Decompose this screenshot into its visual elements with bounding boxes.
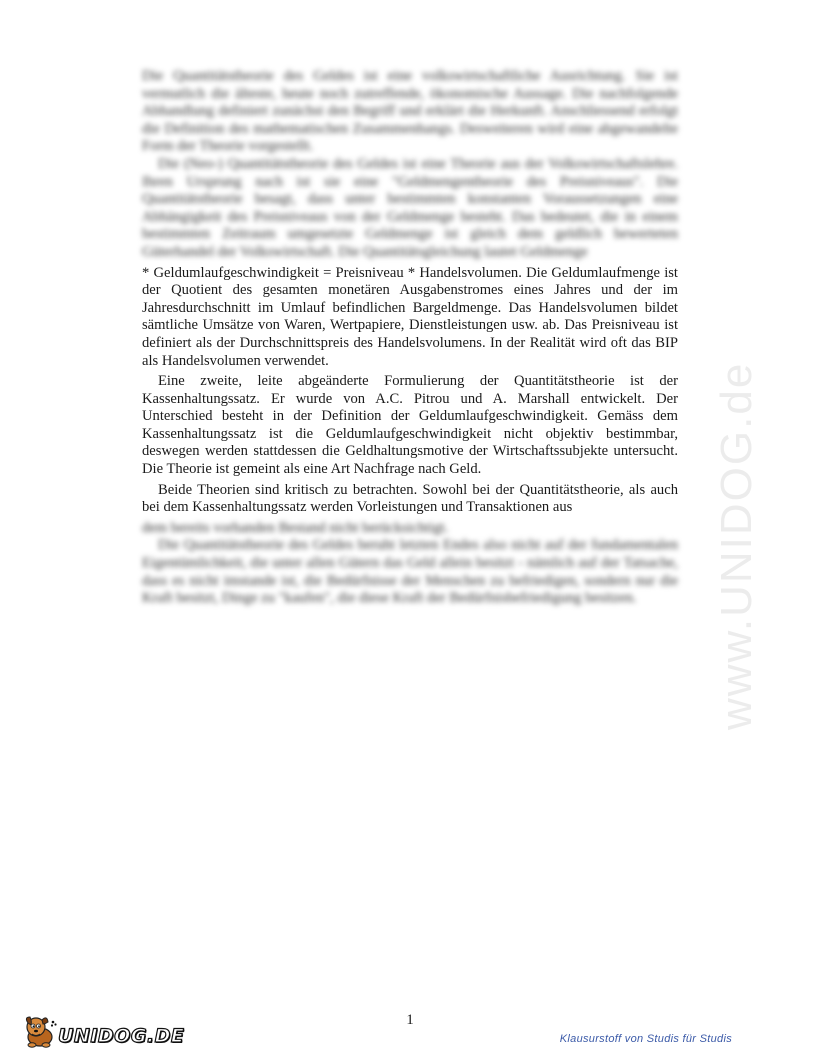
blurred-paragraph: dem bereits vorhanden Bestand nicht berücksichtigt. [142, 519, 449, 536]
blurred-paragraph: Die Quantitätstheorie des Geldes beruht letzten Endes also nicht auf der fundamentalen Eigentümlichkeit, die unter allen Gütern das Geld allein besitzt - nämlich auf der Tatsache, dass es nicht imstande ist, die Bedürfnisse der Menschen zu befriedigen, sondern nur die Kraft besitzt, Dinge zu "kaufen", die diese Kraft der Bedürfnisbefriedigung besitzen. [142, 537, 678, 607]
dog-mascot-icon [22, 1013, 58, 1049]
watermark: www.UNIDOG.de [712, 361, 761, 730]
visible-text [142, 265, 678, 517]
blurred-paragraph: Die Quantitätstheorie des Geldes ist eine volkswirtschaftliche Ausrichtung. Sie ist vermutlich die älteste, heute noch zutreffende, ökonomische Aussage. Die nachfolgende Abhandlung definiert zunächst den Begriff und erklärt die Herkunft. Anschliessend erfolgt die Definition des mathematischen Zusammenhangs. Desweiteren wird eine abgewandelte Form der Theorie vorgestellt. [142, 68, 678, 155]
document-body [142, 68, 678, 608]
paragraph-quantity-equation: * Geldumlaufgeschwindigkeit = Preisniveau * Handelsvolumen. Die Geldumlaufmenge ist der Quotient des gesamten monetären Ausgabenstromes eines Jahres und der im Jahresdurchschnitt im Umlauf befindlichen Bargeldmenge. Das Handelsvolumen bildet sämtliche Umsätze von Waren, Wertpapiere, Dienstleistungen usw. ab. Das Preisniveau ist definiert als der Durchschnittspreis des Handelsvolumens. In der Realität wird oft das BIP als Handelsvolumen verwendet. [142, 264, 678, 369]
blurred-bottom-text [142, 520, 678, 608]
logo-wordmark: UNIDOG.DE [58, 1025, 185, 1047]
blurred-top-text [142, 68, 678, 262]
page-number: 1 [406, 1012, 414, 1028]
blurred-paragraph: Die (Neo-) Quantitätstheorie des Geldes ist eine Theorie aus der Volkswirtschaftslehre. Ihren Ursprung nach ist sie eine "Geldmengentheorie des Preisniveaus". Die Quantitätstheorie besagt, dass unter bestimmten konstanten Voraussetzungen eine Abhängigkeit des Preisniveaus von der Geldmenge besteht. Das bedeutet, die in einem bestimmten Zeitraum umgesetzte Geldmenge ist gleich dem geldlich bewerteten Güterhandel der Volkswirtschaft. Die Quantitätsgleichung lautet Geldmenge [142, 155, 678, 260]
paragraph-kassenhaltungssatz: Eine zweite, leite abgeänderte Formulierung der Quantitätstheorie ist der Kassenhaltungssatz. Er wurde von A.C. Pitrou und A. Marshall entwickelt. Der Unterschied besteht in der Definition der Geldumlaufgeschwindigkeit. Gemäss dem Kassenhaltungssatz ist die Geldumlaufgeschwindigkeit nicht objektiv bestimmbar, deswegen werden stattdessen die Geldhaltungsmotive der Wirtschaftssubjekte untersucht. Die Theorie ist gemeint als eine Art Nachfrage nach Geld. [142, 373, 678, 478]
paragraph-critique: Beide Theorien sind kritisch zu betrachten. Sowohl bei der Quantitätstheorie, als auch bei dem Kassenhaltungssatz werden Vorleistungen und Transaktionen aus [142, 481, 678, 516]
unidog-logo[interactable] [22, 1013, 185, 1051]
footer-slogan: Klausurstoff von Studis für Studis [559, 1033, 732, 1045]
